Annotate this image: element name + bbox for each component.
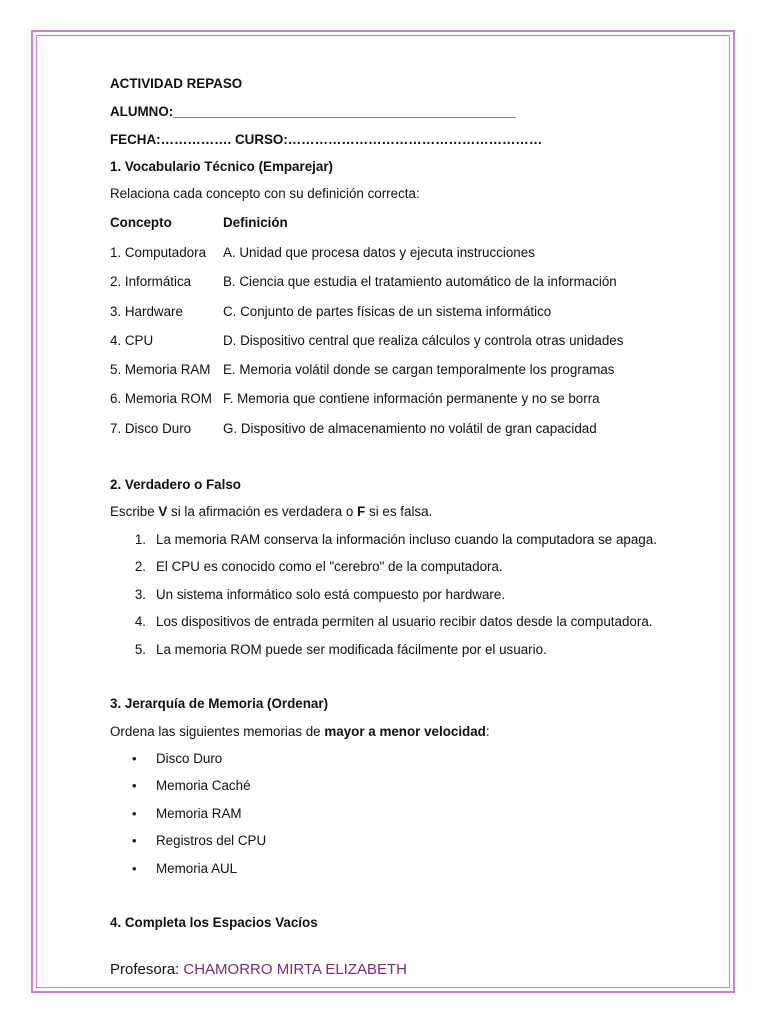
vocab-concept: 2. Informática: [110, 274, 192, 289]
vocab-concept: 7. Disco Duro: [110, 421, 192, 436]
footer-label: Profesora:: [110, 961, 184, 978]
memory-item-text: Memoria RAM: [156, 806, 242, 821]
vocab-row: [110, 244, 710, 262]
memory-item-text: Registros del CPU: [156, 833, 267, 848]
vocab-row: [110, 361, 710, 379]
instruction-text: si la afirmación es verdadera o: [167, 504, 358, 519]
instruction-text: :: [485, 724, 490, 739]
instruction-f: F: [357, 504, 366, 519]
memory-item-text: Memoria Caché: [156, 778, 251, 793]
vocab-concept: 4. CPU: [110, 333, 154, 348]
item-number: 2.: [134, 559, 146, 574]
vocab-concept: 1. Computadora: [110, 245, 207, 260]
memory-item-text: Disco Duro: [156, 751, 223, 766]
instruction-v: V: [158, 504, 168, 519]
student-name-field: ALUMNO:______________________________________________: [110, 104, 516, 119]
vocab-row: [110, 273, 710, 291]
date-course-field: FECHA:……………. CURSO:…………………………………………………: [110, 132, 543, 147]
section1-instruction: Relaciona cada concepto con su definición correcta:: [110, 186, 420, 201]
item-text: Un sistema informático solo está compuesto por hardware.: [156, 587, 506, 602]
item-number: 3.: [134, 587, 146, 602]
vocab-concept: 6. Memoria ROM: [110, 391, 212, 406]
footer-teacher: [110, 961, 407, 978]
vocab-definition: D. Dispositivo central que realiza cálculos y controla otras unidades: [223, 333, 624, 348]
definition-column-header: Definición: [223, 215, 288, 230]
vocab-definition: A. Unidad que procesa datos y ejecuta instrucciones: [223, 245, 535, 260]
concept-column-header: Concepto: [110, 215, 172, 230]
item-text: Los dispositivos de entrada permiten al usuario recibir datos desde la computadora.: [156, 614, 653, 629]
vocab-definition: B. Ciencia que estudia el tratamiento automático de la información: [223, 274, 617, 289]
section3-heading: 3. Jerarquía de Memoria (Ordenar): [110, 696, 329, 711]
document-title: ACTIVIDAD REPASO: [110, 76, 243, 91]
bullet-icon: •: [132, 751, 137, 766]
vocab-row: [110, 420, 710, 438]
vocab-row: [110, 303, 710, 321]
instruction-emphasis: mayor a menor velocidad: [324, 724, 486, 739]
item-number: 1.: [134, 532, 146, 547]
bullet-icon: •: [132, 806, 137, 821]
instruction-text: Escribe: [110, 504, 159, 519]
item-text: El CPU es conocido como el "cerebro" de la computadora.: [156, 559, 503, 574]
item-number: 4.: [134, 614, 146, 629]
vocab-definition: F. Memoria que contiene información permanente y no se borra: [223, 391, 600, 406]
section3-instruction: [110, 723, 490, 741]
item-text: La memoria ROM puede ser modificada fácilmente por el usuario.: [156, 642, 547, 657]
instruction-text: Ordena las siguientes memorias de: [110, 724, 325, 739]
vocab-definition: C. Conjunto de partes físicas de un sistema informático: [223, 304, 552, 319]
vocab-definition: G. Dispositivo de almacenamiento no volátil de gran capacidad: [223, 421, 597, 436]
bullet-icon: •: [132, 778, 137, 793]
section2-heading: 2. Verdadero o Falso: [110, 477, 241, 492]
section2-instruction: [110, 503, 432, 521]
bullet-icon: •: [132, 861, 137, 876]
vocab-concept: 5. Memoria RAM: [110, 362, 211, 377]
vocab-definition: E. Memoria volátil donde se cargan temporalmente los programas: [223, 362, 615, 377]
section1-heading: 1. Vocabulario Técnico (Emparejar): [110, 159, 333, 174]
vocab-row: [110, 390, 710, 408]
teacher-name: CHAMORRO MIRTA ELIZABETH: [183, 961, 408, 978]
bullet-icon: •: [132, 833, 137, 848]
vocab-table-header: [110, 214, 710, 232]
item-number: 5.: [134, 642, 146, 657]
item-text: La memoria RAM conserva la información incluso cuando la computadora se apaga.: [156, 532, 657, 547]
vocab-row: [110, 332, 710, 350]
section4-heading: 4. Completa los Espacios Vacíos: [110, 915, 318, 930]
vocab-concept: 3. Hardware: [110, 304, 183, 319]
instruction-text: si es falsa.: [365, 504, 433, 519]
memory-item-text: Memoria AUL: [156, 861, 238, 876]
